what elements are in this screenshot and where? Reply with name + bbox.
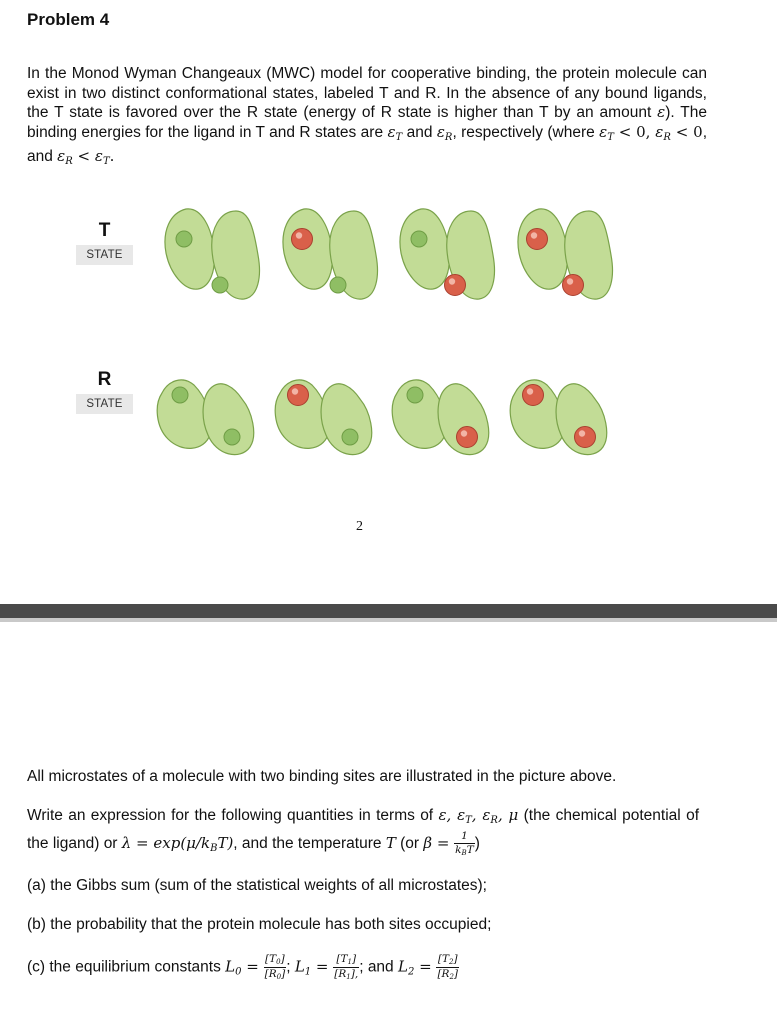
problem-title: Problem 4 [27,10,110,29]
microstate-diagram [385,365,491,465]
microstates-note: All microstates of a molecule with two binding sites are illustrated in the picture above. [27,768,617,785]
site-2-empty-site [212,277,228,293]
subunit-left [518,209,567,289]
site-1-ligand [523,385,544,406]
microstate-t-empty-empty [158,205,264,305]
site-2-empty-site [224,429,240,445]
site-2-ligand [457,427,478,448]
microstate-t-empty-bound [393,205,499,305]
l1-fraction: $\frac{[T_1]}{[R_1],}$ [334,953,359,981]
microstate-diagram [503,365,609,465]
site-2-empty-site [342,429,358,445]
site-2-ligand [575,427,596,448]
r-state-tag: STATE [76,394,133,414]
l2-fraction: $\frac{[T_2]}{[R_2]}$ [437,953,459,981]
site-1-empty-site [407,387,423,403]
t-state-label [76,221,133,265]
page-separator [0,604,777,618]
subunit-left [283,209,332,289]
microstate-t-bound-bound [511,205,617,305]
t-state-tag: STATE [76,245,133,265]
r-state-label [76,370,133,414]
site-1-empty-site [172,387,188,403]
item-b: (b) the probability that the protein molecule has both sites occupied; [27,916,492,933]
site-1-empty-site [176,231,192,247]
microstate-t-bound-empty [276,205,382,305]
site-1-empty-site [411,231,427,247]
microstate-r-empty-empty [150,365,256,465]
microstate-diagram [393,205,499,305]
microstate-diagram [276,205,382,305]
beta-fraction: $\frac{1}{k_BT}$ [455,830,474,857]
microstate-diagram [158,205,264,305]
page-number: 2 [356,519,363,534]
microstate-diagram [150,365,256,465]
microstate-diagram [511,205,617,305]
microstate-r-bound-bound [503,365,609,465]
microstate-diagram [268,365,374,465]
site-2-empty-site [330,277,346,293]
site-1-ligand [292,229,313,250]
item-c: (c) the equilibrium constants $L_0$ = $\frac{[T_0]}{[R_0]}$ ; $L_1$ = $\frac{[T_1]}{[R_1],}$ ; and $L_2$ = $\frac{[T_2]}{[R_2]}$ [27,953,459,981]
subunit-left [165,209,214,289]
site-2-ligand [445,275,466,296]
r-state-letter: R [97,369,112,390]
subunit-left [400,209,449,289]
microstate-r-empty-bound [385,365,491,465]
t-state-letter: T [98,220,111,241]
document-page-2 [0,622,777,1024]
question-paragraph: Write an expression for the following quantities in terms of ε, $\varepsilon_T$, $\varepsilon_R$, μ (the chemical potential of the ligand) or $\lambda = \exp(\mu/k_BT)$, and the temperature T (or β = $\frac{1}{k_BT}$ ) [27,806,699,857]
site-2-ligand [563,275,584,296]
item-a: (a) the Gibbs sum (sum of the statistical weights of all microstates); [27,877,487,894]
l0-fraction: $\frac{[T_0]}{[R_0]}$ [264,953,286,981]
site-1-ligand [288,385,309,406]
site-1-ligand [527,229,548,250]
microstate-r-bound-empty [268,365,374,465]
intro-paragraph: In the Monod Wyman Changeaux (MWC) model for cooperative binding, the protein molecule can exist in two distinct conformational states, labeled T and R. In the absence of any bound ligands, the T state is favored over the R state (energy of R state is higher than T by an amount ε). The binding energies for the ligand in T and R states are $\varepsilon_T$ and $\varepsilon_R$, respectively (where $\varepsilon_T < 0$, $\varepsilon_R < 0$, and $\varepsilon_R < \varepsilon_T$. [27,65,708,167]
